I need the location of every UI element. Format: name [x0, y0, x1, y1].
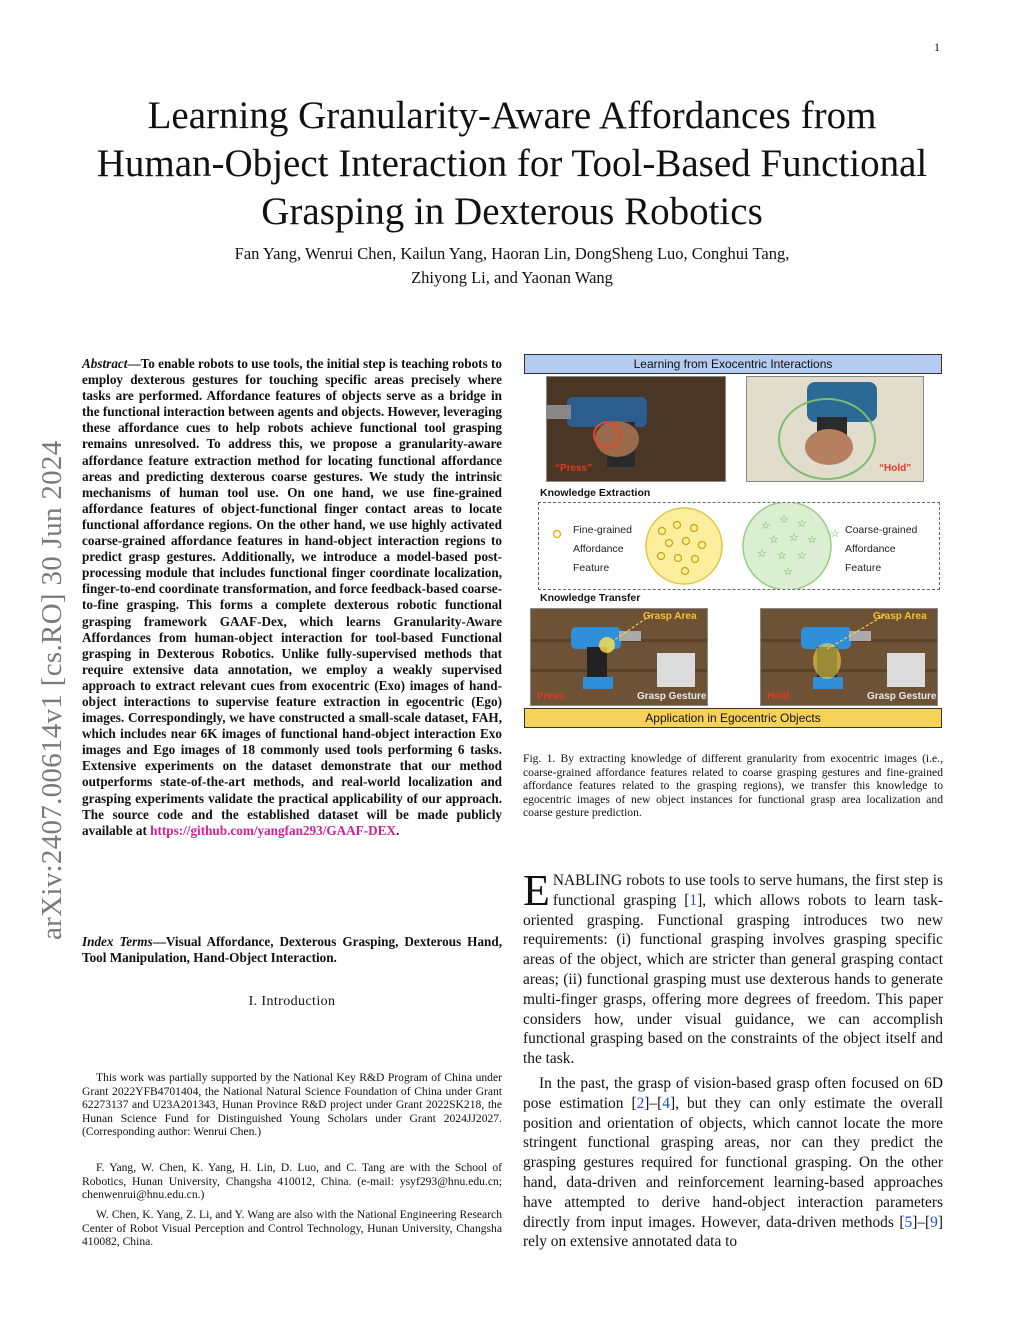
fine-grained-circle [646, 508, 722, 584]
intro-paragraph-1 [523, 866, 943, 1069]
footnote-funding-text: This work was partially supported by the National Key R&D Program of China under Grant 2022YFB4701404, the National Natural Science Foundation of China under Grant 62273137 and U23A201343, Hunan Province R&D project under Grant 2022SK218, the Hunan Science Fund for Distinguished Young Scholars under Grant 2024JJ2027. (Corresponding author: Wenrui Chen.) [82, 1071, 502, 1139]
abstract [82, 356, 502, 839]
intro-p2-text-e: ] rely on extensive annotated data to [523, 1213, 943, 1251]
knowledge-extraction-box [538, 502, 940, 590]
citation-2[interactable]: 2 [636, 1094, 645, 1112]
ego-drill-chuck [619, 631, 641, 641]
page-number: 1 [934, 40, 940, 54]
drill-chuck [547, 405, 571, 419]
grasp-area-label-2: Grasp Area [873, 611, 927, 622]
intro-p2-text-c: ], but they can only estimate the overall position and orientation of objects, which cannot locate the more stringent functional grasping areas, nor can they predict the grasping gestures required for functional grasping. On the other hand, data-driven and reinforcement learning-based approaches have attempted to derive hand-object interaction parameters directly from input images. However, data-driven methods [ [523, 1094, 944, 1231]
hand-shape-2 [805, 429, 853, 465]
citation-9[interactable]: 9 [930, 1213, 938, 1231]
svg-text:☆: ☆ [807, 534, 817, 546]
footnote-affiliation-2-text: W. Chen, K. Yang, Z. Li, and Y. Wang are also with the National Engineering Research Center of Robot Visual Perception and Control Technology, Hunan University, Changsha 410082, China. [82, 1208, 502, 1249]
author-list [90, 242, 934, 290]
figure-1 [524, 352, 942, 740]
press-small-label: Press [537, 691, 565, 702]
intro-p2-text-a: In the past, the grasp of vision-based grasp often focused on 6D pose estimation [ [523, 1074, 943, 1112]
intro-p2-text-b: ]–[ [644, 1094, 663, 1112]
index-terms [82, 934, 502, 966]
svg-text:☆: ☆ [777, 550, 787, 562]
footnote-affiliation [82, 1161, 502, 1202]
coarse-legend-line-2: Affordance [845, 543, 896, 555]
grasp-area-label-1: Grasp Area [643, 611, 697, 622]
intro-paragraph-2 [523, 1074, 943, 1252]
abstract-text: —To enable robots to use tools, the initial step is teaching robots to employ dexterous gestures for touching specific areas precisely where tasks are performed. Affordance features of objects serve as a bridge in the functional interaction between agents and objects. However, leveraging these affordance cues to help robots achieve functional tool grasping remains unresolved. To address this, we propose a granularity-aware affordance feature extraction method for locating functional affordance areas and predicting dexterous coarse gestures. We study the intrinsic mechanisms of human tool use. On one hand, we use fine-grained affordance features of object-functional finger contact areas to locate functional affordance regions. On the other hand, we use highly activated coarse-grained affordance features in hand-object interaction regions to predict grasp gestures. Additionally, we introduce a model-based post-processing module that includes functional finger coordinate localization, finger-to-end coordinate transformation, and force feedback-based coarse-to-fine grasping. This forms a complete dexterous robotic functional grasping framework GAAF-Dex, which learns Granularity-Aware Affordances from human-object interaction for tool-based Functional grasping in Dexterous Robotics. Unlike fully-supervised methods that require extensive data annotation, we employ a weakly supervised approach to extract relevant cues from exocentric (Exo) images of hand-object interactions to supervise feature extraction in egocentric (Ego) images. Correspondingly, we have constructed a small-scale dataset, FAH, which includes near 6K images of functional hand-object interaction Exo images and Ego images of 18 commonly used tools performing 6 tasks. Extensive experiments on the dataset demonstrate that our method outperforms state-of-the-art methods, and real-world localization and grasping experiments validate the practical applicability of our approach. The source code and the established dataset will be made publicly available at [82, 356, 502, 838]
knowledge-transfer-label: Knowledge Transfer [540, 592, 641, 604]
footnote-affiliation-text: F. Yang, W. Chen, K. Yang, H. Lin, D. Luo, and C. Tang are with the School of Robotics, Hunan University, Changsha 410012, China. (e-mail: ysyf293@hnu.edu.cn; chenwenrui@hnu.edu.cn.) [82, 1161, 502, 1202]
svg-text:☆: ☆ [830, 528, 840, 540]
authors-line-1: Fan Yang, Wenrui Chen, Kailun Yang, Haoran Lin, DongSheng Luo, Conghui Tang, [234, 244, 790, 263]
svg-text:☆: ☆ [757, 548, 767, 560]
svg-text:☆: ☆ [769, 534, 779, 546]
code-link[interactable]: https://github.com/yangfan293/GAAF-DEX [150, 822, 396, 838]
paper-title: Learning Granularity-Aware Affordances from Human-Object Interaction for Tool-Based Functional Grasping in Dexterous Robotics [96, 94, 928, 233]
fine-grained-legend [573, 521, 632, 578]
intro-p2-text-d: ]–[ [912, 1213, 931, 1231]
fine-legend-line-1: Fine-grained [573, 524, 632, 536]
hold-heat-spot [813, 643, 841, 679]
svg-text:☆: ☆ [779, 514, 789, 526]
svg-text:☆: ☆ [797, 550, 807, 562]
press-label: “Press” [555, 463, 593, 474]
knowledge-extraction-label: Knowledge Extraction [540, 487, 651, 499]
svg-text:☆: ☆ [783, 566, 793, 578]
grasp-gesture-label-1: Grasp Gesture [637, 691, 707, 702]
intro-p1-text-a: NABLING robots to use tools to serve humans, the first step is functional grasping [ [552, 872, 943, 909]
exo-photo-press [546, 376, 726, 482]
hold-label: “Hold” [879, 463, 912, 474]
citation-4[interactable]: 4 [662, 1094, 670, 1112]
coarse-legend-line-1: Coarse-grained [845, 524, 918, 536]
footnote-funding [82, 1071, 502, 1139]
svg-text:☆: ☆ [797, 518, 807, 530]
abstract-label: Abstract [82, 356, 128, 371]
gesture-inset-2 [887, 653, 925, 687]
fine-legend-line-3: Feature [573, 562, 610, 574]
coarse-grained-legend [845, 521, 917, 578]
drop-cap: E [523, 866, 550, 915]
fine-legend-line-2: Affordance [573, 543, 624, 555]
figure-caption: Fig. 1. By extracting knowledge of different granularity from exocentric images (i.e., coarse-grained affordance features related to coarse grasping gestures and fine-grained affordance features related to the grasping regions), we transfer this knowledge to egocentric images of new object instances for functional grasp area localization and coarse gesture prediction. [523, 752, 943, 820]
section-heading: I. Introduction [248, 994, 336, 1009]
svg-text:☆: ☆ [789, 532, 799, 544]
figure-top-banner: Learning from Exocentric Interactions [524, 354, 942, 374]
ego-drill-chuck-2 [849, 631, 871, 641]
footnote-affiliation-2 [82, 1208, 502, 1249]
citation-5[interactable]: 5 [904, 1213, 913, 1231]
gesture-inset [657, 653, 695, 687]
intro-p1-text-b: ], which allows robots to learn task-oriented grasping. Functional grasping introduces two new requirements: (i) functional grasping involves grasping specific areas of the object, which are stricter than general grasping contact areas; (ii) functional grasping must use dexterous hands to generate multi-finger grasps, offering more degrees of freedom. This paper considers how, under visual guidance, we can accomplish functional grasping based on the constraints of the object itself and the task. [523, 891, 943, 1068]
svg-text:☆: ☆ [761, 520, 771, 532]
figure-bottom-banner: Application in Egocentric Objects [524, 708, 942, 728]
fine-legend-dot [554, 531, 561, 538]
citation-1[interactable]: 1 [689, 891, 698, 909]
exo-photo-hold [746, 376, 924, 482]
ego-photo-hold [760, 608, 938, 706]
grasp-gesture-label-2: Grasp Gesture [867, 691, 937, 702]
coarse-legend-line-3: Feature [845, 562, 882, 574]
introduction-body [523, 866, 944, 1252]
authors-line-2: Zhiyong Li, and Yaonan Wang [411, 268, 613, 287]
abstract-end: . [395, 822, 400, 838]
index-terms-text: —Visual Affordance, Dexterous Grasping, Dexterous Hand, Tool Manipulation, Hand-Object Interaction. [82, 934, 502, 966]
ego-photo-press [530, 608, 708, 706]
arxiv-watermark: arXiv:2407.00614v1 [cs.RO] 30 Jun 2024 [36, 440, 68, 940]
index-terms-label: Index Terms [82, 934, 153, 949]
hold-small-label: Hold [767, 691, 790, 702]
